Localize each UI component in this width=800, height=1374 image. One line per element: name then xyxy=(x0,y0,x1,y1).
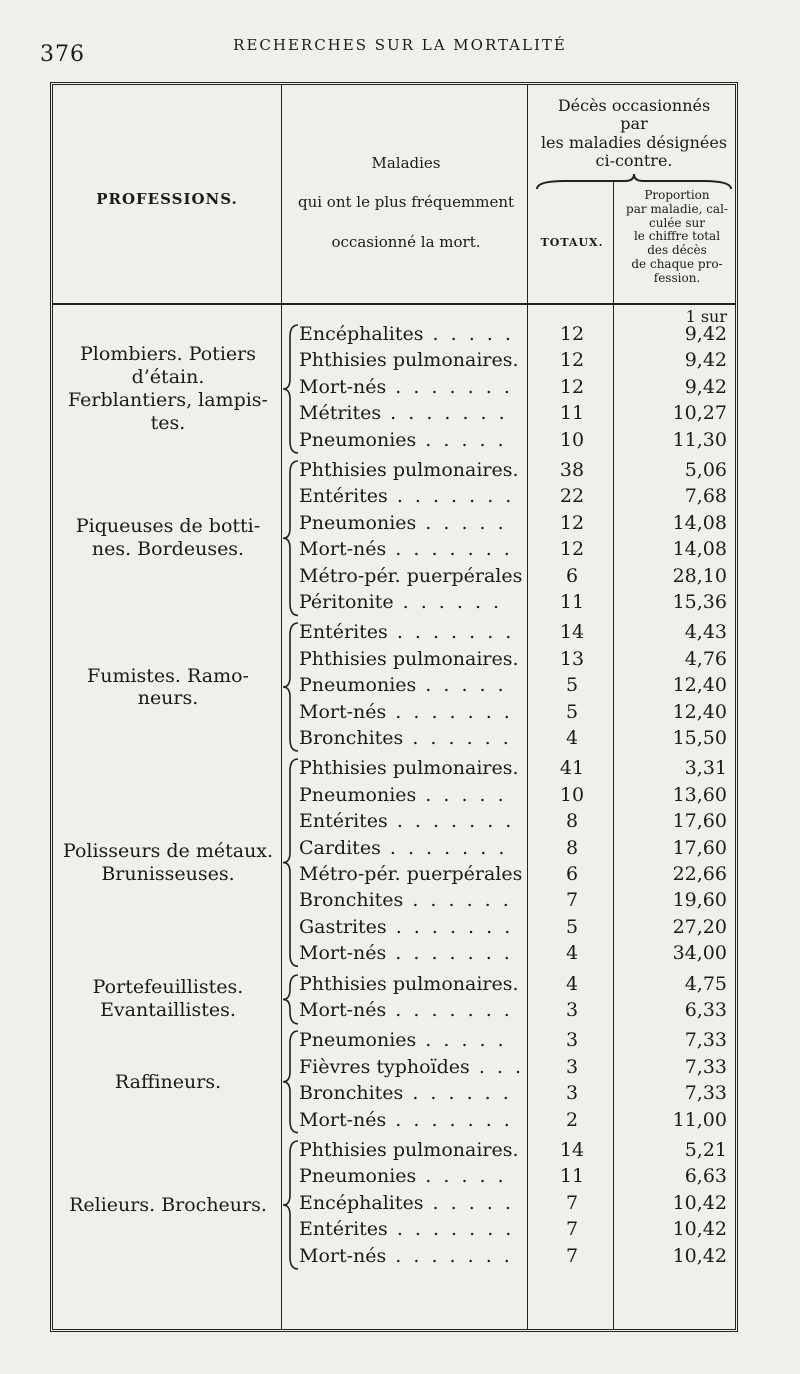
header-proportion-line: Proportion xyxy=(644,188,710,202)
total-cell: 7 xyxy=(565,1218,579,1241)
disease-cell xyxy=(299,942,527,964)
table-row xyxy=(53,1029,735,1055)
total-cell: 13 xyxy=(559,647,585,670)
total-cell: 6 xyxy=(565,564,579,587)
proportion-cell: 27,20 xyxy=(672,915,727,938)
leader-dots: . . . . . xyxy=(416,1165,507,1188)
disease-name: Encéphalites xyxy=(299,323,424,345)
leader-dots: . . . . . . . xyxy=(386,915,514,938)
leader-dots: . . . . . . . xyxy=(386,538,513,561)
table-row xyxy=(53,973,735,999)
proportion-cell: 7,68 xyxy=(684,485,727,508)
disease-name: Métro-pér. puerpérales xyxy=(299,564,523,587)
disease-cell xyxy=(299,538,527,560)
total-cell: 12 xyxy=(559,538,585,561)
proportion-cell: 3,31 xyxy=(684,757,727,780)
header-totaux: TOTAUX. xyxy=(540,236,604,249)
header-proportion-line: par maladie, cal- xyxy=(626,201,728,216)
header-deces-line: les maladies désignées xyxy=(540,132,728,152)
disease-cell xyxy=(299,1056,527,1078)
proportion-cell: 17,60 xyxy=(672,836,727,859)
disease-cell xyxy=(299,591,527,613)
disease-cell xyxy=(299,648,527,670)
disease-cell xyxy=(299,1218,527,1240)
leader-dots: . . . . . . . xyxy=(386,1244,513,1267)
profession-group xyxy=(53,757,735,968)
total-cell: 41 xyxy=(559,757,585,780)
disease-name: Phthisies pulmonaires. xyxy=(299,349,519,372)
table-row xyxy=(53,757,735,783)
profession-line: tes. xyxy=(150,411,186,434)
disease-cell xyxy=(299,1139,527,1161)
table-row xyxy=(53,349,735,375)
disease-name: Gastrites xyxy=(299,915,387,938)
header-deces xyxy=(529,97,739,171)
leader-dots: . . . . . xyxy=(416,1029,507,1052)
proportion-cell: 10,42 xyxy=(672,1191,727,1214)
disease-cell xyxy=(299,349,527,371)
proportion-cell: 10,42 xyxy=(672,1218,727,1241)
table-row xyxy=(53,1245,735,1271)
proportion-cell: 7,33 xyxy=(684,1055,727,1078)
proportion-cell: 9,42 xyxy=(684,349,727,372)
disease-cell xyxy=(299,1029,527,1051)
total-cell: 10 xyxy=(559,428,585,451)
total-cell: 3 xyxy=(565,1055,579,1078)
total-cell: 3 xyxy=(565,1029,579,1052)
leader-dots: . . . . . . . xyxy=(386,998,513,1021)
total-cell: 2 xyxy=(565,1108,579,1131)
disease-name: Bronchites xyxy=(299,1082,404,1105)
disease-cell xyxy=(299,810,527,832)
total-cell: 6 xyxy=(565,862,579,885)
disease-cell xyxy=(299,621,527,643)
disease-name: Phthisies pulmonaires. xyxy=(299,972,519,995)
proportion-cell: 9,42 xyxy=(684,375,727,398)
leader-dots: . . . . . . xyxy=(403,889,512,912)
disease-name: Entérites xyxy=(299,485,388,508)
total-cell: 7 xyxy=(565,1191,579,1214)
total-cell: 7 xyxy=(565,1244,579,1267)
table-row xyxy=(53,1165,735,1191)
table-row xyxy=(53,429,735,455)
total-cell: 7 xyxy=(565,889,579,912)
table-row xyxy=(53,323,735,349)
leader-dots: . . . . . . . xyxy=(386,375,513,398)
disease-name: Pneumonies xyxy=(299,1165,417,1188)
proportion-cell: 7,33 xyxy=(684,1082,727,1105)
profession-line: neurs. xyxy=(137,687,199,710)
proportion-cell: 6,63 xyxy=(684,1165,727,1188)
total-cell: 14 xyxy=(559,1139,585,1161)
proportion-cell: 4,76 xyxy=(684,647,727,670)
leader-dots: . . . . . . . xyxy=(387,1218,515,1241)
disease-cell xyxy=(299,323,527,345)
proportion-cell: 12,40 xyxy=(672,700,727,723)
leader-dots: . . . . . xyxy=(423,1191,514,1214)
total-cell: 12 xyxy=(559,375,585,398)
table-row xyxy=(53,1082,735,1108)
table-row xyxy=(53,565,735,591)
profession-line: Fumistes. Ramo- xyxy=(87,664,249,687)
table-row xyxy=(53,621,735,647)
leader-dots: . . . . . . . xyxy=(387,810,515,833)
disease-name: Bronchites xyxy=(299,889,404,912)
header-proportion-line: des décès xyxy=(647,243,707,258)
proportion-cell: 12,40 xyxy=(672,674,727,697)
leader-dots: . . . . . . . xyxy=(387,485,515,508)
profession-line: Portefeuillistes. xyxy=(92,976,244,999)
disease-name: Phthisies pulmonaires. xyxy=(299,1139,519,1161)
profession-line: Brunisseuses. xyxy=(101,862,235,885)
proportion-cell: 14,08 xyxy=(672,538,727,561)
header-professions: PROFESSIONS. xyxy=(96,190,238,208)
disease-cell xyxy=(299,674,527,696)
profession-group xyxy=(53,1029,735,1135)
disease-name: Entérites xyxy=(299,621,388,644)
profession-group xyxy=(53,973,735,1026)
proportion-cell: 4,75 xyxy=(684,972,727,995)
leader-dots: . . . . . . xyxy=(393,591,503,613)
disease-name: Mort-nés xyxy=(299,942,387,965)
table-row xyxy=(53,810,735,836)
total-cell: 11 xyxy=(559,591,585,613)
profession-group xyxy=(53,621,735,753)
disease-cell xyxy=(299,565,527,587)
total-cell: 12 xyxy=(559,323,585,345)
disease-cell xyxy=(299,916,527,938)
header-maladies-line: occasionné la mort. xyxy=(331,232,481,251)
disease-name: Phthisies pulmonaires. xyxy=(299,757,519,780)
disease-cell xyxy=(299,459,527,481)
proportion-cell: 17,60 xyxy=(672,810,727,833)
total-cell: 22 xyxy=(559,485,585,508)
profession-line: Plombiers. Potiers xyxy=(80,343,256,366)
disease-cell xyxy=(299,837,527,859)
table-row xyxy=(53,889,735,915)
disease-name: Pneumonies xyxy=(299,428,417,451)
proportion-cell: 15,50 xyxy=(672,726,727,749)
header-maladies-line: Maladies xyxy=(371,154,441,172)
header-proportion-line: de chaque pro- xyxy=(631,256,723,271)
header-deces-line: Décès occasionnés xyxy=(557,96,711,115)
disease-cell xyxy=(299,757,527,779)
table-row xyxy=(53,916,735,942)
proportion-cell: 7,33 xyxy=(684,1029,727,1052)
leader-dots: . . . . . . . xyxy=(380,836,508,859)
disease-name: Fièvres typhoïdes xyxy=(299,1055,470,1078)
profession-line: Raffineurs. xyxy=(114,1070,222,1093)
table-row xyxy=(53,863,735,889)
proportion-cell: 10,42 xyxy=(672,1244,727,1267)
leader-dots: . . . . . xyxy=(416,674,507,697)
table-row xyxy=(53,1109,735,1135)
table-row xyxy=(53,1192,735,1218)
leader-dots: . . . . . . . xyxy=(386,1108,513,1131)
profession-line: Ferblantiers, lampis- xyxy=(68,389,268,411)
table-row xyxy=(53,784,735,810)
proportion-cell: 5,21 xyxy=(684,1139,727,1161)
table-row xyxy=(53,999,735,1025)
leader-dots: . . . . . . xyxy=(403,726,512,749)
proportion-cell: 34,00 xyxy=(672,942,727,965)
leader-dots: . . . . . . . xyxy=(386,700,513,723)
total-cell: 11 xyxy=(559,402,585,425)
header-proportion-line: culée sur xyxy=(649,215,705,230)
profession-group xyxy=(53,459,735,617)
header-proportion xyxy=(615,189,739,286)
table-row xyxy=(53,485,735,511)
disease-name: Mort-nés xyxy=(299,538,387,561)
table-row xyxy=(53,1056,735,1082)
table-row xyxy=(53,701,735,727)
disease-name: Cardites xyxy=(299,836,381,859)
total-cell: 4 xyxy=(565,726,579,749)
profession-group xyxy=(53,1139,735,1271)
disease-cell xyxy=(299,429,527,451)
proportion-cell: 19,60 xyxy=(672,889,727,912)
disease-cell xyxy=(299,512,527,534)
disease-name: Entérites xyxy=(299,1218,388,1241)
profession-group xyxy=(53,323,735,455)
disease-name: Pneumonies xyxy=(299,1029,417,1052)
leader-dots: . . . . . . . xyxy=(386,942,513,965)
disease-cell xyxy=(299,376,527,398)
disease-name: Bronchites xyxy=(299,726,404,749)
disease-cell xyxy=(299,402,527,424)
total-cell: 14 xyxy=(559,621,585,644)
total-cell: 5 xyxy=(565,674,579,697)
disease-name: Métrites xyxy=(299,402,382,425)
total-cell: 10 xyxy=(559,783,585,806)
disease-name: Péritonite xyxy=(299,591,394,613)
total-cell: 4 xyxy=(565,942,579,965)
table-row xyxy=(53,648,735,674)
disease-name: Encéphalites xyxy=(299,1191,424,1214)
table-row xyxy=(53,1218,735,1244)
table-row xyxy=(53,674,735,700)
header-maladies-line: qui ont le plus fréquemment xyxy=(297,193,515,212)
profession-line: Relieurs. Brocheurs. xyxy=(69,1193,267,1216)
total-cell: 8 xyxy=(565,836,579,859)
disease-name: Pneumonies xyxy=(299,511,417,534)
disease-cell xyxy=(299,1245,527,1267)
disease-name: Pneumonies xyxy=(299,674,417,697)
disease-name: Mort-nés xyxy=(299,700,387,723)
proportion-cell: 11,30 xyxy=(672,428,727,451)
table-row xyxy=(53,1139,735,1165)
total-cell: 3 xyxy=(565,998,579,1021)
disease-cell xyxy=(299,973,527,995)
disease-cell xyxy=(299,889,527,911)
table-row xyxy=(53,727,735,753)
mortality-table xyxy=(50,82,738,1332)
total-cell: 11 xyxy=(559,1165,585,1188)
profession-line: nes. Bordeuses. xyxy=(91,538,245,561)
leader-dots: . . . . . . . xyxy=(381,402,508,425)
disease-cell xyxy=(299,1192,527,1214)
disease-cell xyxy=(299,1165,527,1187)
disease-cell xyxy=(299,485,527,507)
disease-name: Pneumonies xyxy=(299,783,417,806)
proportion-cell: 5,06 xyxy=(684,459,727,481)
header-rule xyxy=(53,303,735,305)
disease-name: Phthisies pulmonaires. xyxy=(299,647,519,670)
leader-dots: . . . . . xyxy=(416,783,507,806)
total-cell: 38 xyxy=(559,459,585,481)
profession-line: d’étain. xyxy=(131,366,205,389)
disease-cell xyxy=(299,1082,527,1104)
disease-name: Phthisies pulmonaires. xyxy=(299,459,519,481)
table-row xyxy=(53,459,735,485)
disease-cell xyxy=(299,1109,527,1131)
proportion-cell: 11,00 xyxy=(672,1108,727,1131)
disease-cell xyxy=(299,727,527,749)
header-proportion-line: le chiffre total xyxy=(633,229,721,244)
proportion-cell: 10,27 xyxy=(672,402,727,425)
disease-name: Mort-nés xyxy=(299,375,387,398)
disease-name: Mort-nés xyxy=(299,998,387,1021)
proportion-cell: 22,66 xyxy=(672,862,727,885)
table-row xyxy=(53,591,735,617)
total-cell: 3 xyxy=(565,1082,579,1105)
total-cell: 5 xyxy=(565,915,579,938)
disease-name: Mort-nés xyxy=(299,1108,387,1131)
proportion-cell: 9,42 xyxy=(684,323,727,345)
header-deces-line: ci-contre. xyxy=(595,151,673,171)
disease-cell xyxy=(299,784,527,806)
profession-line: Polisseurs de métaux. xyxy=(62,840,274,863)
profession-line: Piqueuses de botti- xyxy=(75,515,261,538)
header-maladies xyxy=(283,155,529,273)
total-cell: 4 xyxy=(565,972,579,995)
proportion-unit: 1 sur xyxy=(685,307,727,326)
leader-dots: . . . . . xyxy=(416,511,507,534)
disease-cell xyxy=(299,863,527,885)
running-title: RECHERCHES SUR LA MORTALITÉ xyxy=(233,36,567,54)
total-cell: 12 xyxy=(559,511,585,534)
disease-cell xyxy=(299,701,527,723)
leader-dots: . . . . . xyxy=(423,323,514,345)
table-row xyxy=(53,837,735,863)
disease-name: Entérites xyxy=(299,810,388,833)
header-proportion-line: fession. xyxy=(653,270,701,285)
disease-cell xyxy=(299,999,527,1021)
table-row xyxy=(53,402,735,428)
leader-dots: . . . . . xyxy=(416,428,507,451)
total-cell: 8 xyxy=(565,810,579,833)
disease-name: Mort-nés xyxy=(299,1244,387,1267)
leader-dots: . . . . . . xyxy=(403,1082,512,1105)
proportion-cell: 4,43 xyxy=(684,621,727,644)
table-row xyxy=(53,538,735,564)
total-cell: 12 xyxy=(559,349,585,372)
proportion-cell: 15,36 xyxy=(672,591,727,613)
table-row xyxy=(53,942,735,968)
proportion-cell: 6,33 xyxy=(684,998,727,1021)
proportion-cell: 28,10 xyxy=(672,564,727,587)
page-number: 376 xyxy=(40,42,85,67)
total-cell: 5 xyxy=(565,700,579,723)
proportion-cell: 13,60 xyxy=(672,783,727,806)
leader-dots: . . . xyxy=(469,1055,525,1078)
disease-name: Métro-pér. puerpérales xyxy=(299,862,523,885)
leader-dots: . . . . . . . xyxy=(387,621,515,644)
header-deces-line: par xyxy=(620,114,648,134)
table-row xyxy=(53,512,735,538)
proportion-cell: 14,08 xyxy=(672,511,727,534)
table-row xyxy=(53,376,735,402)
profession-line: Evantaillistes. xyxy=(100,998,236,1021)
